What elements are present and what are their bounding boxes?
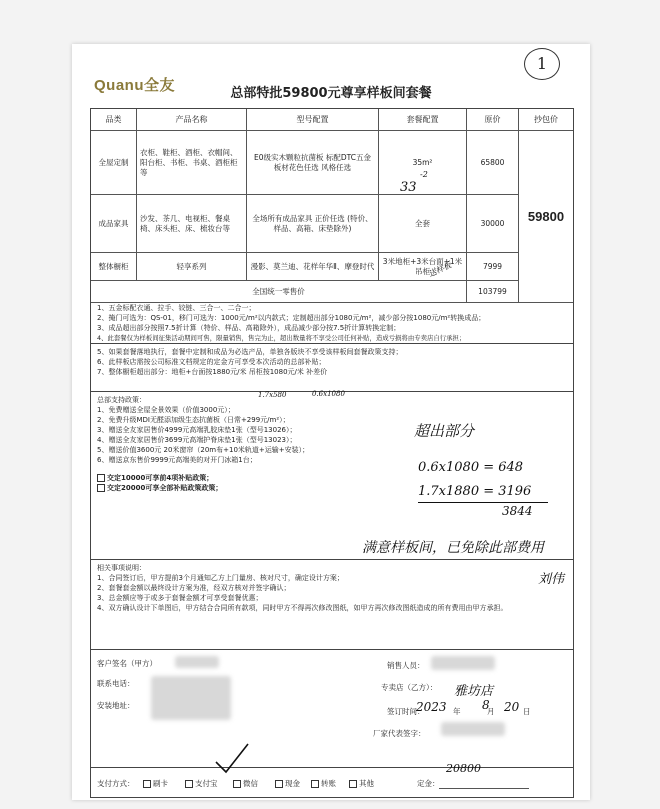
handwritten-day: 20 — [504, 700, 520, 714]
handwritten-side-note: 送样板 — [427, 260, 453, 279]
redacted-phone-address — [151, 676, 231, 720]
total-value: 103799 — [467, 281, 519, 303]
payment-label: 支付方式： — [97, 779, 135, 788]
payment-option-alipay[interactable]: 支付宝 — [185, 778, 218, 789]
phone-label: 联系电话： — [97, 679, 135, 688]
store-label: 专卖店（乙方）： — [381, 683, 438, 692]
redacted-sales — [431, 656, 495, 670]
note-line: 4、此套餐仅为样板间征集活动期间可售，限量销售，售完为止，超出数量将不享受公司任何补贴，造成亏损将由专卖店自行承担； — [97, 334, 466, 342]
policy-item: 5、赠送价值3600元 20米窗帘（20m布+10米轨道+运输+安装）； — [97, 446, 310, 454]
matter-item: 3、总金额应等于或多于套餐金额才可享受套餐优惠； — [97, 594, 263, 602]
handwritten-heading: 超出部分 — [414, 422, 475, 440]
date-label: 签订时间： — [387, 707, 425, 716]
support-policy — [90, 392, 574, 560]
handwritten-deposit: 20800 — [446, 762, 481, 775]
date-year-suffix: 年 — [453, 707, 461, 716]
policy-item: 1、免费赠送全屋全景效果（价值3000元）； — [97, 406, 235, 414]
checkbox[interactable] — [311, 780, 319, 788]
payment-option-card[interactable]: 刷卡 — [143, 778, 168, 789]
handwritten-line2: 1.7x1880 = 3196 — [418, 484, 532, 499]
handwritten-remark: 满意样板间，已免除此部费用 — [362, 540, 544, 556]
checkbox[interactable] — [97, 474, 105, 482]
sales-label: 销售人员： — [387, 661, 425, 670]
table-cell: 全套 — [379, 195, 467, 253]
handwritten-year: 2023 — [416, 700, 447, 714]
matter-item: 4、双方确认设计下单图后，甲方结合合同所有款项，同时甲方不得再次修改图纸，如甲方再次修改图纸造成的所有费用由甲方承担。 — [97, 604, 508, 612]
matter-item: 2、套餐套金额以最终设计方案为准，经双方核对并签字确认； — [97, 584, 291, 592]
contract-sheet — [72, 44, 590, 800]
signature-block — [90, 650, 574, 768]
note-line: 5、如果套餐落地执行，套餐中定制和成品为必选产品，单独各版块不享受该样板间套餐政策支持； — [97, 348, 403, 356]
table-cell: 漫影、莫兰迪、花样年华Ⅱ、摩登时代 — [247, 253, 379, 281]
policy-item: 4、赠送全友家居售价3699元高端护脊床垫1张（型号13023）； — [97, 436, 297, 444]
address-label: 安装地址： — [97, 701, 135, 710]
table-cell: 全屋定制 — [91, 131, 137, 195]
table-cell: 65800 — [467, 131, 519, 195]
handwritten-line1: 0.6x1080 = 648 — [418, 460, 524, 475]
handwritten-signature: 刘伟 — [538, 572, 565, 587]
redacted-name — [175, 656, 219, 668]
table-cell: 轻享系列 — [137, 253, 247, 281]
col-header: 品类 — [91, 109, 137, 131]
note-line: 3、成品超出部分按照7.5折计算（特价、样品、高箱除外），成品减少部分按7.5折计算转换定制； — [97, 324, 401, 332]
section-title: 总部支持政策： — [97, 396, 146, 404]
brand-logo: Quanu全友 — [94, 77, 175, 94]
terms-notes — [90, 300, 574, 392]
table-cell: 7999 — [467, 253, 519, 281]
col-header: 套餐配置 — [379, 109, 467, 131]
handwritten-month: 8 — [482, 698, 490, 712]
note-line: 2、掩门可选为：QS-01，移门可选为：1000元/m²以内款式；定制超出部分1080元/m²，减少部分按1080元/m²转换成品； — [97, 314, 486, 322]
handwritten-calc-b: 0.6x1080 — [312, 390, 345, 398]
handwritten-calc-a: 1.7x580 — [258, 391, 287, 399]
table-cell: E0级实木颗粒抗菌板 标配DTC五金 板材花色任选 风格任选 — [247, 131, 379, 195]
deposit-line — [439, 788, 529, 789]
handwritten-sum-rule — [418, 502, 548, 503]
table-cell: 沙发、茶几、电视柜、餐桌椅、床头柜、床、梳妆台等 — [137, 195, 247, 253]
checkbox[interactable] — [275, 780, 283, 788]
policy-item: 3、赠送全友家居售价4999元高端乳胶床垫1张（型号13026）； — [97, 426, 297, 434]
checkbox[interactable] — [349, 780, 357, 788]
total-label: 全国统一零售价 — [91, 281, 467, 303]
table-cell: 衣柜、鞋柜、酒柜、衣帽间、阳台柜、书柜、书桌、酒柜柜等 — [137, 131, 247, 195]
payment-option-wechat[interactable]: 微信 — [233, 778, 258, 789]
col-header: 原价 — [467, 109, 519, 131]
col-header: 抄包价 — [519, 109, 573, 131]
redacted-factory — [441, 722, 505, 736]
payment-option-other[interactable]: 其他 — [349, 778, 374, 789]
checkbox[interactable] — [233, 780, 241, 788]
option-label: 交定10000可享前4项补贴政策； — [107, 474, 214, 482]
handwritten-check-mark — [212, 740, 252, 776]
table-cell: 整体橱柜 — [91, 253, 137, 281]
circled-page-number: 1 — [524, 48, 560, 80]
option-label: 交定20000可享全部补贴政策政策； — [107, 484, 223, 492]
factory-label: 厂家代表签字： — [373, 729, 426, 738]
table-cell: 成品家具 — [91, 195, 137, 253]
matter-item: 1、合同签订后，甲方提前3个月通知乙方上门量房、核对尺寸，确定设计方案； — [97, 574, 344, 582]
checkbox[interactable] — [143, 780, 151, 788]
col-header: 产品名称 — [137, 109, 247, 131]
document-title: 总部特批59800元尊享样板间套餐 — [230, 86, 432, 101]
related-matters — [90, 560, 574, 650]
checkbox[interactable] — [97, 484, 105, 492]
section-title: 相关事项说明： — [97, 564, 146, 572]
table-cell: 35m² — [379, 131, 467, 195]
note-line: 6、此样板店需按公司标准文档规定的定金方可享受本次活动的总部补贴； — [97, 358, 326, 366]
payment-option-transfer[interactable]: 转账 — [311, 778, 336, 789]
handwritten-sum: 3844 — [502, 504, 533, 518]
date-month-suffix: 月 — [487, 707, 495, 716]
policy-item: 6、赠送京东售价9999元高端美的对开门冰箱1台； — [97, 456, 257, 464]
policy-item: 2、免费升级MDI无醛添加级生态抗菌板（日常+299元/m²）； — [97, 416, 290, 424]
customer-label: 客户签名（甲方） — [97, 659, 157, 668]
payment-row — [90, 768, 574, 798]
deposit-label: 定金： — [417, 779, 440, 788]
table-cell: 全场所有成品家具 正价任选 (特价、样品、高箱、床垫除外) — [247, 195, 379, 253]
table-cell: 3米地柜+3米台面+1米吊柜 — [379, 253, 467, 281]
note-line: 7、整体橱柜超出部分：地柜+台面按1880元/米 吊柜按1080元/米 补差价 — [97, 368, 328, 376]
date-day-suffix: 日 — [523, 707, 531, 716]
handwritten-area: 33 — [400, 180, 417, 195]
table-cell: 30000 — [467, 195, 519, 253]
handwritten-area-adjust: -2 — [420, 170, 428, 179]
note-line: 1、五金标配衣通、拉手、铰链、三合一、二合一； — [97, 304, 256, 312]
package-price: 59800 — [519, 131, 573, 303]
payment-option-cash[interactable]: 现金 — [275, 778, 300, 789]
handwritten-store-name: 雅坊店 — [454, 684, 494, 699]
checkbox[interactable] — [185, 780, 193, 788]
col-header: 型号配置 — [247, 109, 379, 131]
